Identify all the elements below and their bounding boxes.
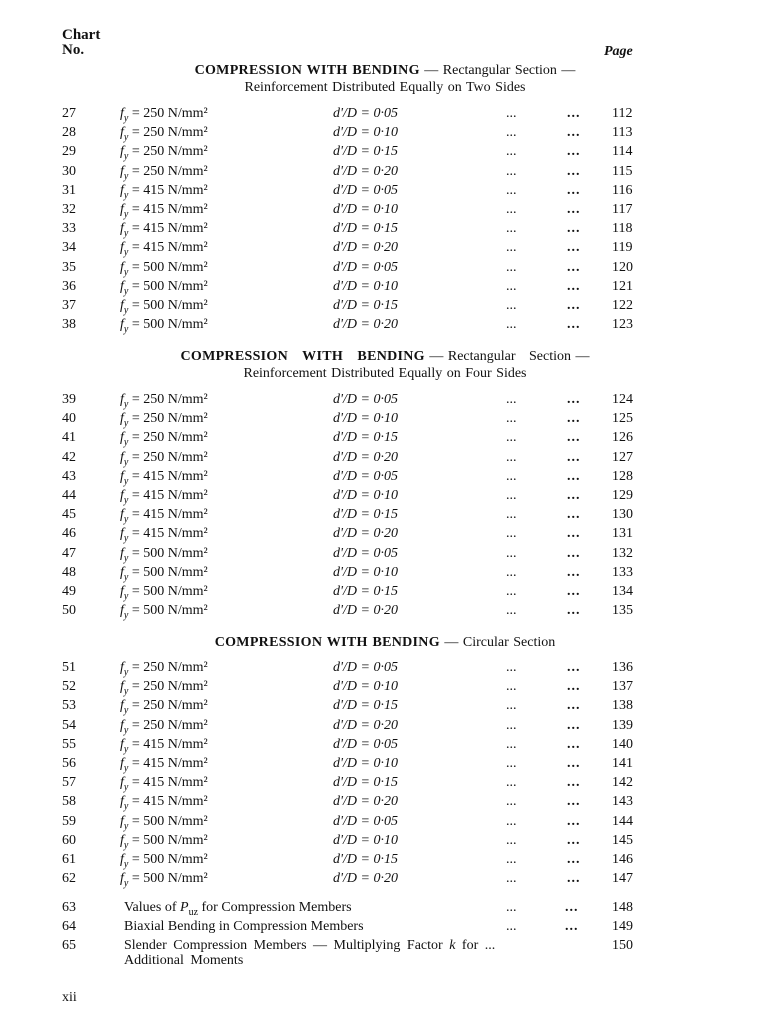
leader-dots: ... — [567, 411, 581, 426]
yield-strength: $f_y = 415$ N/mm² — [120, 183, 208, 201]
leader-dots: ... — [567, 469, 581, 484]
cover-ratio: d'/D = 0·20 — [333, 526, 398, 541]
leader-dots: ... — [567, 526, 581, 541]
yield-strength: $f_y = 415$ N/mm² — [120, 488, 208, 506]
yield-strength: $f_y = 250$ N/mm² — [120, 392, 208, 410]
chart-number: 57 — [62, 775, 76, 790]
page-number: xii — [62, 990, 77, 1005]
yield-strength: $f_y = 415$ N/mm² — [120, 469, 208, 487]
page-number-ref: 121 — [612, 279, 633, 294]
chart-number: 51 — [62, 660, 76, 675]
chart-number: 46 — [62, 526, 76, 541]
cover-ratio: d'/D = 0·05 — [333, 183, 398, 198]
chart-number: 32 — [62, 202, 76, 217]
chart-number: 29 — [62, 144, 76, 159]
leader-dots: ... — [506, 546, 517, 561]
cover-ratio: d'/D = 0·10 — [333, 833, 398, 848]
leader-dots: ... — [506, 794, 517, 809]
chart-row — [0, 106, 768, 125]
yield-strength: $f_y = 500$ N/mm² — [120, 871, 208, 889]
chart-number: 48 — [62, 565, 76, 580]
page-number-ref: 127 — [612, 450, 633, 465]
page-number-ref: 138 — [612, 698, 633, 713]
chart-row — [0, 469, 768, 488]
chart-number: 61 — [62, 852, 76, 867]
leader-dots: ... — [567, 144, 581, 159]
yield-strength: $f_y = 250$ N/mm² — [120, 660, 208, 678]
page-column-header: Page — [604, 44, 633, 59]
section-title-caps: COMPRESSION WITH BENDING — [180, 349, 425, 364]
leader-dots: ... — [567, 565, 581, 580]
chart-row — [0, 852, 768, 871]
leader-dots: ... — [506, 317, 517, 332]
chart-row — [0, 411, 768, 430]
leader-dots: ... — [567, 317, 581, 332]
leader-dots: ... — [506, 718, 517, 733]
leader-dots: ... — [506, 279, 517, 294]
leader-dots: ... — [506, 260, 517, 275]
chart-row — [0, 775, 768, 794]
chart-row — [0, 298, 768, 317]
page-number-ref: 122 — [612, 298, 633, 313]
chart-number: 63 — [62, 900, 76, 915]
chart-number: 36 — [62, 279, 76, 294]
leader-dots: ... — [506, 221, 517, 236]
chart-number: 64 — [62, 919, 76, 934]
leader-dots: ... — [506, 106, 517, 121]
yield-strength: $f_y = 415$ N/mm² — [120, 526, 208, 544]
section-title-rest: — Circular Section — [439, 635, 556, 650]
page-number-ref: 143 — [612, 794, 633, 809]
leader-dots: ... — [567, 164, 581, 179]
chart-number: 30 — [62, 164, 76, 179]
leader-dots: ... — [567, 202, 581, 217]
leader-dots: ... — [506, 507, 517, 522]
leader-dots: ... — [567, 660, 581, 675]
page-number-ref: 118 — [612, 221, 633, 236]
yield-strength: $f_y = 500$ N/mm² — [120, 279, 208, 297]
leader-dots: ... — [506, 164, 517, 179]
chart-row — [0, 317, 768, 336]
page-number-ref: 112 — [612, 106, 633, 121]
cover-ratio: d'/D = 0·15 — [333, 144, 398, 159]
leader-dots: ... — [567, 221, 581, 236]
cover-ratio: d'/D = 0·10 — [333, 565, 398, 580]
chart-number: 58 — [62, 794, 76, 809]
cover-ratio: d'/D = 0·15 — [333, 584, 398, 599]
chart-number: 54 — [62, 718, 76, 733]
yield-strength: $f_y = 500$ N/mm² — [120, 584, 208, 602]
cover-ratio: d'/D = 0·20 — [333, 450, 398, 465]
yield-strength: $f_y = 250$ N/mm² — [120, 718, 208, 736]
cover-ratio: d'/D = 0·20 — [333, 240, 398, 255]
leader-dots: ... — [506, 852, 517, 867]
chart-number-header: Chart No. — [62, 27, 101, 58]
yield-strength: $f_y = 250$ N/mm² — [120, 450, 208, 468]
cover-ratio: d'/D = 0·20 — [333, 871, 398, 886]
chart-row — [0, 240, 768, 259]
cover-ratio: d'/D = 0·05 — [333, 469, 398, 484]
chart-number: 38 — [62, 317, 76, 332]
page-number-ref: 147 — [612, 871, 633, 886]
page-number-ref: 126 — [612, 430, 633, 445]
section-title-caps: COMPRESSION WITH BENDING — [194, 63, 420, 78]
chart-row — [0, 144, 768, 163]
cover-ratio: d'/D = 0·20 — [333, 164, 398, 179]
yield-strength: $f_y = 415$ N/mm² — [120, 202, 208, 220]
page-number-ref: 120 — [612, 260, 633, 275]
section-title — [100, 634, 670, 651]
leader-dots: ... — [506, 603, 517, 618]
page-number-ref: 140 — [612, 737, 633, 752]
leader-dots: ... — [506, 298, 517, 313]
cover-ratio: d'/D = 0·20 — [333, 317, 398, 332]
chart-row — [0, 450, 768, 469]
leader-dots: ... — [506, 411, 517, 426]
yield-strength: $f_y = 415$ N/mm² — [120, 756, 208, 774]
leader-dots: ... — [506, 392, 517, 407]
leader-dots: ... — [567, 546, 581, 561]
section-subtitle: Reinforcement Distributed Equally on Two Sides — [244, 80, 526, 95]
cover-ratio: d'/D = 0·15 — [333, 698, 398, 713]
page-number-ref: 124 — [612, 392, 633, 407]
cover-ratio: d'/D = 0·20 — [333, 794, 398, 809]
chart-number: 44 — [62, 488, 76, 503]
yield-strength: $f_y = 500$ N/mm² — [120, 298, 208, 316]
leader-dots: ... — [506, 679, 517, 694]
chart-number: 27 — [62, 106, 76, 121]
leader-dots: ... — [567, 125, 581, 140]
section-title — [100, 348, 670, 382]
chart-number: 33 — [62, 221, 76, 236]
chart-title: Biaxial Bending in Compression Members — [124, 919, 364, 934]
leader-dots: ... — [506, 144, 517, 159]
page-number-ref: 149 — [612, 919, 633, 934]
page-number-ref: 133 — [612, 565, 633, 580]
chart-number: 40 — [62, 411, 76, 426]
leader-dots: ... — [567, 183, 581, 198]
leader-dots: ... — [506, 125, 517, 140]
leader-dots: ... — [567, 240, 581, 255]
page-number-ref: 135 — [612, 603, 633, 618]
cover-ratio: d'/D = 0·20 — [333, 718, 398, 733]
leader-dots: ... — [506, 919, 517, 934]
yield-strength: $f_y = 500$ N/mm² — [120, 317, 208, 335]
yield-strength: $f_y = 250$ N/mm² — [120, 679, 208, 697]
chart-number: 60 — [62, 833, 76, 848]
yield-strength: $f_y = 250$ N/mm² — [120, 411, 208, 429]
page-number-ref: 142 — [612, 775, 633, 790]
page-number-ref: 145 — [612, 833, 633, 848]
cover-ratio: d'/D = 0·05 — [333, 106, 398, 121]
chart-title: Values of $P_{uz}$ for Compression Members — [124, 900, 352, 918]
chart-row — [0, 526, 768, 545]
section-title — [100, 62, 670, 96]
leader-dots: ... — [506, 698, 517, 713]
yield-strength: $f_y = 250$ N/mm² — [120, 144, 208, 162]
leader-dots: ... — [567, 260, 581, 275]
chart-row — [0, 125, 768, 144]
section-title-caps: COMPRESSION WITH BENDING — [214, 635, 440, 650]
page-number-ref: 148 — [612, 900, 633, 915]
leader-dots: ... — [567, 430, 581, 445]
chart-row — [0, 698, 768, 717]
yield-strength: $f_y = 250$ N/mm² — [120, 106, 208, 124]
chart-row — [0, 814, 768, 833]
yield-strength: $f_y = 415$ N/mm² — [120, 775, 208, 793]
chart-row — [0, 392, 768, 411]
leader-dots: ... — [567, 814, 581, 829]
page-number-ref: 136 — [612, 660, 633, 675]
chart-row — [0, 221, 768, 240]
cover-ratio: d'/D = 0·15 — [333, 430, 398, 445]
leader-dots: ... — [567, 679, 581, 694]
leader-dots: ... — [506, 469, 517, 484]
leader-dots: ... — [506, 565, 517, 580]
leader-dots: ... — [567, 450, 581, 465]
cover-ratio: d'/D = 0·15 — [333, 852, 398, 867]
chart-row — [0, 546, 768, 565]
chart-row — [0, 202, 768, 221]
chart-number: 56 — [62, 756, 76, 771]
leader-dots: ... — [506, 900, 517, 915]
chart-number: 59 — [62, 814, 76, 829]
chart-row — [0, 603, 768, 622]
page-number-ref: 144 — [612, 814, 633, 829]
cover-ratio: d'/D = 0·15 — [333, 775, 398, 790]
leader-dots: ... — [506, 202, 517, 217]
leader-dots: ... — [506, 526, 517, 541]
chart-row — [0, 584, 768, 603]
cover-ratio: d'/D = 0·15 — [333, 507, 398, 522]
cover-ratio: d'/D = 0·05 — [333, 737, 398, 752]
cover-ratio: d'/D = 0·15 — [333, 221, 398, 236]
cover-ratio: d'/D = 0·05 — [333, 260, 398, 275]
leader-dots: ... — [567, 584, 581, 599]
leader-dots: ... — [567, 718, 581, 733]
leader-dots: ... — [506, 660, 517, 675]
section-title-rest: — Rectangular Section — — [419, 63, 576, 78]
leader-dots: ... — [567, 603, 581, 618]
chart-row — [0, 488, 768, 507]
page-number-ref: 150 — [612, 938, 633, 953]
chart-row — [0, 279, 768, 298]
chart-row — [0, 871, 768, 890]
yield-strength: $f_y = 500$ N/mm² — [120, 603, 208, 621]
leader-dots: ... — [567, 756, 581, 771]
cover-ratio: d'/D = 0·05 — [333, 546, 398, 561]
chart-number: 65 — [62, 938, 76, 953]
cover-ratio: d'/D = 0·10 — [333, 756, 398, 771]
chart-row — [0, 679, 768, 698]
page-number-ref: 128 — [612, 469, 633, 484]
chart-number: 28 — [62, 125, 76, 140]
chart-row — [0, 660, 768, 679]
leader-dots: ... — [506, 775, 517, 790]
yield-strength: $f_y = 250$ N/mm² — [120, 164, 208, 182]
page-number-ref: 115 — [612, 164, 633, 179]
leader-dots: ... — [565, 900, 579, 915]
page-number-ref: 131 — [612, 526, 633, 541]
cover-ratio: d'/D = 0·20 — [333, 603, 398, 618]
cover-ratio: d'/D = 0·15 — [333, 298, 398, 313]
cover-ratio: d'/D = 0·05 — [333, 814, 398, 829]
yield-strength: $f_y = 250$ N/mm² — [120, 698, 208, 716]
chart-number: 50 — [62, 603, 76, 618]
leader-dots: ... — [567, 794, 581, 809]
chart-row — [0, 565, 768, 584]
page-number-ref: 134 — [612, 584, 633, 599]
leader-dots: ... — [565, 919, 579, 934]
chart-number: 45 — [62, 507, 76, 522]
page-number-ref: 119 — [612, 240, 633, 255]
yield-strength: $f_y = 500$ N/mm² — [120, 565, 208, 583]
chart-number: 53 — [62, 698, 76, 713]
leader-dots: ... — [567, 852, 581, 867]
section-title-rest: — Rectangular Section — — [424, 349, 590, 364]
chart-number: 35 — [62, 260, 76, 275]
chart-row — [0, 833, 768, 852]
yield-strength: $f_y = 500$ N/mm² — [120, 814, 208, 832]
chart-number: 42 — [62, 450, 76, 465]
leader-dots: ... — [567, 833, 581, 848]
page-number-ref: 146 — [612, 852, 633, 867]
leader-dots: ... — [567, 106, 581, 121]
page-number-ref: 113 — [612, 125, 633, 140]
yield-strength: $f_y = 415$ N/mm² — [120, 507, 208, 525]
chart-number: 43 — [62, 469, 76, 484]
chart-number: 39 — [62, 392, 76, 407]
yield-strength: $f_y = 250$ N/mm² — [120, 125, 208, 143]
chart-number: 62 — [62, 871, 76, 886]
chart-row — [0, 718, 768, 737]
leader-dots: ... — [567, 279, 581, 294]
chart-number: 41 — [62, 430, 76, 445]
chart-number: 55 — [62, 737, 76, 752]
yield-strength: $f_y = 415$ N/mm² — [120, 737, 208, 755]
leader-dots: ... — [506, 814, 517, 829]
page-number-ref: 125 — [612, 411, 633, 426]
leader-dots: ... — [506, 183, 517, 198]
page-number-ref: 114 — [612, 144, 633, 159]
chart-row — [0, 260, 768, 279]
chart-number: 34 — [62, 240, 76, 255]
chart-number: 52 — [62, 679, 76, 694]
leader-dots: ... — [567, 507, 581, 522]
chart-title: Slender Compression Members — Multiplying Factor k for ... Additional Moments — [124, 938, 496, 968]
page-number-ref: 141 — [612, 756, 633, 771]
chart-row — [0, 430, 768, 449]
cover-ratio: d'/D = 0·10 — [333, 202, 398, 217]
chart-row — [0, 507, 768, 526]
chart-number: 31 — [62, 183, 76, 198]
yield-strength: $f_y = 500$ N/mm² — [120, 833, 208, 851]
yield-strength: $f_y = 415$ N/mm² — [120, 794, 208, 812]
page-number-ref: 132 — [612, 546, 633, 561]
leader-dots: ... — [567, 392, 581, 407]
leader-dots: ... — [567, 871, 581, 886]
cover-ratio: d'/D = 0·10 — [333, 411, 398, 426]
page-number-ref: 137 — [612, 679, 633, 694]
leader-dots: ... — [506, 240, 517, 255]
section-subtitle: Reinforcement Distributed Equally on Four Sides — [243, 366, 527, 381]
leader-dots: ... — [567, 775, 581, 790]
cover-ratio: d'/D = 0·10 — [333, 125, 398, 140]
chart-number: 37 — [62, 298, 76, 313]
chart-row — [0, 183, 768, 202]
yield-strength: $f_y = 415$ N/mm² — [120, 221, 208, 239]
yield-strength: $f_y = 250$ N/mm² — [120, 430, 208, 448]
page-number-ref: 130 — [612, 507, 633, 522]
leader-dots: ... — [506, 871, 517, 886]
chart-number: 49 — [62, 584, 76, 599]
chart-row — [0, 794, 768, 813]
leader-dots: ... — [567, 298, 581, 313]
yield-strength: $f_y = 500$ N/mm² — [120, 546, 208, 564]
chart-row — [0, 756, 768, 775]
page-number-ref: 116 — [612, 183, 633, 198]
page-number-ref: 123 — [612, 317, 633, 332]
page-number-ref: 139 — [612, 718, 633, 733]
chart-row — [0, 164, 768, 183]
yield-strength: $f_y = 500$ N/mm² — [120, 260, 208, 278]
chart-number: 47 — [62, 546, 76, 561]
leader-dots: ... — [506, 737, 517, 752]
leader-dots: ... — [567, 737, 581, 752]
leader-dots: ... — [506, 756, 517, 771]
leader-dots: ... — [506, 488, 517, 503]
leader-dots: ... — [567, 698, 581, 713]
yield-strength: $f_y = 415$ N/mm² — [120, 240, 208, 258]
cover-ratio: d'/D = 0·10 — [333, 679, 398, 694]
cover-ratio: d'/D = 0·10 — [333, 488, 398, 503]
leader-dots: ... — [506, 450, 517, 465]
yield-strength: $f_y = 500$ N/mm² — [120, 852, 208, 870]
cover-ratio: d'/D = 0·05 — [333, 392, 398, 407]
leader-dots: ... — [506, 430, 517, 445]
leader-dots: ... — [567, 488, 581, 503]
cover-ratio: d'/D = 0·10 — [333, 279, 398, 294]
chart-row — [0, 737, 768, 756]
leader-dots: ... — [506, 584, 517, 599]
leader-dots: ... — [506, 833, 517, 848]
page-number-ref: 129 — [612, 488, 633, 503]
page-number-ref: 117 — [612, 202, 633, 217]
cover-ratio: d'/D = 0·05 — [333, 660, 398, 675]
